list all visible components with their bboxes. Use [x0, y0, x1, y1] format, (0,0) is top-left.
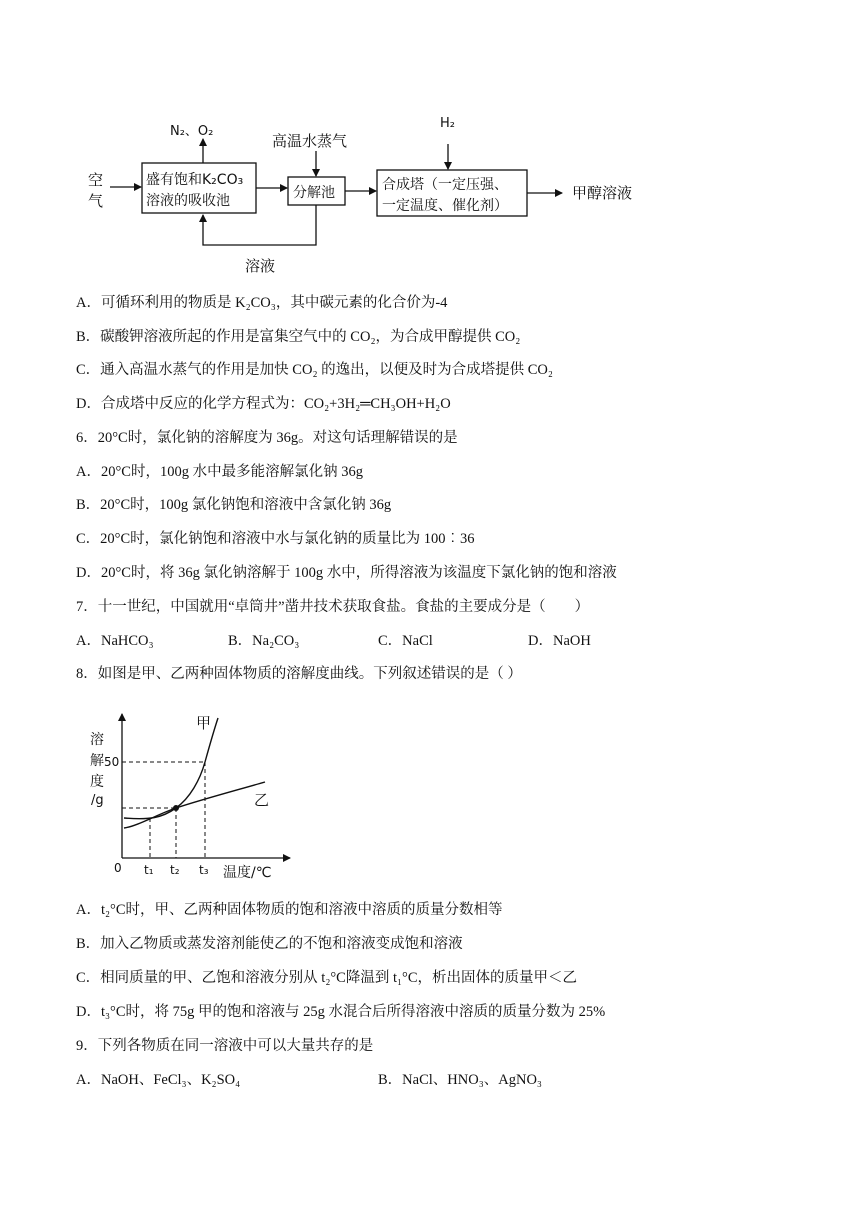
q5-option-a[interactable]: A．可循环利用的物质是 K₂CO₃，其中碳元素的化合价为-4	[76, 295, 448, 311]
q7-option-a[interactable]: A．NaHCO₃	[76, 633, 154, 649]
q9-option-b[interactable]: B．NaCl、HNO₃、AgNO₃	[378, 1072, 542, 1088]
q6-option-a[interactable]: A．20°C时，100g 水中最多能溶解氯化钠 36g	[76, 464, 363, 480]
x-tick-t3: t₃	[199, 863, 209, 877]
air-label-top: 空	[88, 171, 104, 189]
x-axis-label: 温度/℃	[223, 865, 272, 881]
process-flow-diagram	[0, 0, 860, 290]
q9-stem: 9．下列各物质在同一溶液中可以大量共存的是	[76, 1038, 374, 1054]
absorber-label-1: 盛有饱和K₂CO₃	[146, 172, 244, 188]
x-tick-t1: t₁	[144, 863, 154, 877]
decomposer-label: 分解池	[293, 185, 335, 201]
n2-o2-label: N₂、O₂	[170, 124, 214, 139]
q5-option-b[interactable]: B．碳酸钾溶液所起的作用是富集空气中的 CO₂，为合成甲醇提供 CO₂	[76, 329, 521, 345]
q7-option-b[interactable]: B．Na₂CO₃	[228, 633, 300, 649]
q5-option-d[interactable]: D．合成塔中反应的化学方程式为：CO₂+3H₂═CH₃OH+H₂O	[76, 396, 451, 412]
synthesis-tower-label-1: 合成塔（一定压强、	[382, 177, 508, 193]
y-axis-label-3: 度	[90, 774, 104, 790]
solubility-chart	[0, 700, 860, 900]
synthesis-tower-label-2: 一定温度、催化剂）	[382, 198, 508, 214]
q6-option-c[interactable]: C．20°C时，氯化钠饱和溶液中水与氯化钠的质量比为 100︰36	[76, 531, 475, 547]
q7-option-d[interactable]: D．NaOH	[528, 633, 591, 649]
x-tick-t2: t₂	[170, 863, 180, 877]
y-tick-50: 50	[104, 755, 120, 769]
recycle-solution-label: 溶液	[245, 257, 276, 275]
recycle-loop-line	[203, 205, 316, 245]
air-label-bottom: 气	[88, 192, 104, 210]
h2-label: H₂	[440, 116, 455, 131]
q8-option-d[interactable]: D．t₃°C时，将 75g 甲的饱和溶液与 25g 水混合后所得溶液中溶质的质量分数为 25%	[76, 1004, 606, 1020]
series-yi-label: 乙	[254, 791, 270, 809]
q7-option-c[interactable]: C．NaCl	[378, 633, 433, 649]
y-axis-label-4: /g	[91, 793, 104, 808]
q6-option-b[interactable]: B．20°C时，100g 氯化钠饱和溶液中含氯化钠 36g	[76, 497, 392, 513]
series-jia-curve	[124, 718, 218, 819]
q8-option-a[interactable]: A．t₂°C时，甲、乙两种固体物质的饱和溶液中溶质的质量分数相等	[76, 902, 503, 918]
series-jia-label: 甲	[196, 714, 212, 732]
q9-option-a[interactable]: A．NaOH、FeCl₃、K₂SO₄	[76, 1072, 241, 1088]
q8-option-b[interactable]: B．加入乙物质或蒸发溶剂能使乙的不饱和溶液变成饱和溶液	[76, 936, 463, 952]
q6-stem: 6．20°C时，氯化钠的溶解度为 36g。对这句话理解错误的是	[76, 430, 458, 446]
series-yi-curve	[124, 782, 265, 828]
origin-label: 0	[114, 861, 122, 875]
y-axis-label-2: 解	[90, 753, 104, 769]
q8-option-c[interactable]: C．相同质量的甲、乙饱和溶液分别从 t₂°C降温到 t₁°C，析出固体的质量甲＜乙	[76, 970, 578, 986]
q6-option-d[interactable]: D．20°C时，将 36g 氯化钠溶解于 100g 水中，所得溶液为该温度下氯化钠的饱和溶液	[76, 565, 617, 581]
q7-stem: 7．十一世纪，中国就用“卓筒井”凿井技术获取食盐。食盐的主要成分是（ ）	[76, 599, 590, 615]
intersection-point	[173, 805, 179, 811]
y-axis-label-1: 溶	[90, 732, 104, 748]
methanol-label: 甲醇溶液	[572, 184, 633, 202]
q5-option-c[interactable]: C．通入高温水蒸气的作用是加快 CO₂ 的逸出，以便及时为合成塔提供 CO₂	[76, 362, 553, 378]
q8-stem: 8．如图是甲、乙两种固体物质的溶解度曲线。下列叙述错误的是（ ）	[76, 666, 522, 682]
steam-label: 高温水蒸气	[272, 132, 348, 150]
absorber-label-2: 溶液的吸收池	[146, 193, 230, 209]
